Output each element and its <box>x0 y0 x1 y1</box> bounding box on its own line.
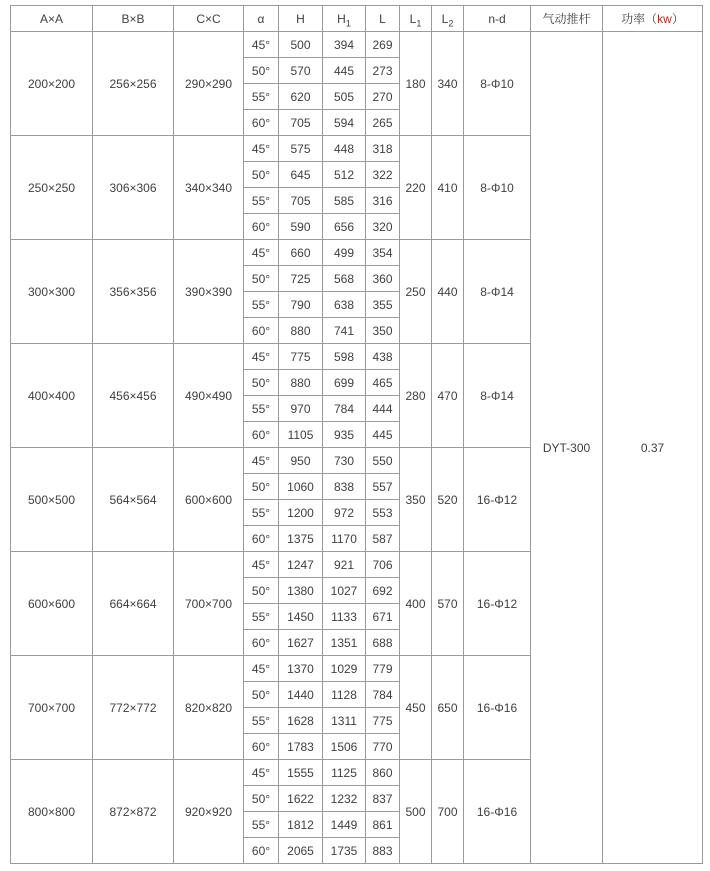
cell-cxc: 390×390 <box>174 240 244 344</box>
cell-bxb: 772×772 <box>93 656 174 760</box>
col-header-l2 <box>432 6 464 32</box>
cell-l2: 520 <box>432 448 464 552</box>
cell-alpha: 45° <box>244 656 279 682</box>
col-header-alpha: α <box>244 6 279 32</box>
cell-h: 1200 <box>279 500 323 526</box>
cell-l: 438 <box>366 344 400 370</box>
cell-l: 883 <box>366 838 400 864</box>
power-label-prefix: 功率（ <box>621 12 658 26</box>
cell-alpha: 45° <box>244 136 279 162</box>
cell-h1: 1449 <box>323 812 366 838</box>
cell-cxc: 490×490 <box>174 344 244 448</box>
cell-nd: 8-Φ14 <box>464 240 531 344</box>
cell-axa: 500×500 <box>11 448 93 552</box>
cell-h1: 656 <box>323 214 366 240</box>
cell-l1: 180 <box>400 32 432 136</box>
cell-h1: 935 <box>323 422 366 448</box>
cell-h: 2065 <box>279 838 323 864</box>
cell-h: 570 <box>279 58 323 84</box>
cell-l: 445 <box>366 422 400 448</box>
cell-l: 322 <box>366 162 400 188</box>
cell-alpha: 50° <box>244 682 279 708</box>
cell-l2: 340 <box>432 32 464 136</box>
col-header-power <box>603 6 703 32</box>
cell-bxb: 306×306 <box>93 136 174 240</box>
cell-alpha: 55° <box>244 500 279 526</box>
cell-h1: 445 <box>323 58 366 84</box>
cell-l1: 400 <box>400 552 432 656</box>
cell-h1: 568 <box>323 266 366 292</box>
dimension-spec-table <box>10 5 703 864</box>
cell-bxb: 564×564 <box>93 448 174 552</box>
col-header-nd: n-d <box>464 6 531 32</box>
cell-h1: 505 <box>323 84 366 110</box>
cell-h: 775 <box>279 344 323 370</box>
cell-h: 880 <box>279 370 323 396</box>
cell-h1: 394 <box>323 32 366 58</box>
col-header-l: L <box>366 6 400 32</box>
cell-l1: 500 <box>400 760 432 864</box>
cell-h: 1440 <box>279 682 323 708</box>
cell-alpha: 55° <box>244 396 279 422</box>
cell-actuator-model: DYT-300 <box>531 32 603 864</box>
cell-h: 1555 <box>279 760 323 786</box>
cell-l2: 410 <box>432 136 464 240</box>
cell-h: 645 <box>279 162 323 188</box>
cell-h1: 594 <box>323 110 366 136</box>
cell-l: 860 <box>366 760 400 786</box>
cell-h1: 585 <box>323 188 366 214</box>
cell-alpha: 55° <box>244 84 279 110</box>
col-header-l1 <box>400 6 432 32</box>
cell-h1: 1128 <box>323 682 366 708</box>
l1-subscript: 1 <box>416 17 422 28</box>
cell-l2: 570 <box>432 552 464 656</box>
cell-l: 273 <box>366 58 400 84</box>
cell-alpha: 45° <box>244 32 279 58</box>
cell-l: 318 <box>366 136 400 162</box>
cell-alpha: 50° <box>244 162 279 188</box>
cell-h: 705 <box>279 188 323 214</box>
cell-l: 688 <box>366 630 400 656</box>
cell-h: 950 <box>279 448 323 474</box>
cell-bxb: 456×456 <box>93 344 174 448</box>
cell-cxc: 820×820 <box>174 656 244 760</box>
cell-h: 1812 <box>279 812 323 838</box>
col-header-h: H <box>279 6 323 32</box>
cell-h: 705 <box>279 110 323 136</box>
col-header-cxc: C×C <box>174 6 244 32</box>
table-body <box>11 32 703 864</box>
cell-h: 970 <box>279 396 323 422</box>
cell-alpha: 50° <box>244 266 279 292</box>
cell-h1: 499 <box>323 240 366 266</box>
cell-alpha: 60° <box>244 318 279 344</box>
cell-nd: 16-Φ16 <box>464 656 531 760</box>
h1-base: H <box>337 11 346 26</box>
cell-axa: 700×700 <box>11 656 93 760</box>
cell-l1: 450 <box>400 656 432 760</box>
cell-h1: 1027 <box>323 578 366 604</box>
cell-h: 1060 <box>279 474 323 500</box>
cell-l: 779 <box>366 656 400 682</box>
cell-alpha: 45° <box>244 552 279 578</box>
cell-l1: 350 <box>400 448 432 552</box>
cell-axa: 800×800 <box>11 760 93 864</box>
cell-alpha: 45° <box>244 448 279 474</box>
cell-alpha: 50° <box>244 58 279 84</box>
cell-h1: 1125 <box>323 760 366 786</box>
cell-h1: 1735 <box>323 838 366 864</box>
cell-l: 784 <box>366 682 400 708</box>
cell-cxc: 700×700 <box>174 552 244 656</box>
cell-alpha: 60° <box>244 630 279 656</box>
col-header-h1 <box>323 6 366 32</box>
cell-h: 1450 <box>279 604 323 630</box>
cell-l: 355 <box>366 292 400 318</box>
cell-alpha: 50° <box>244 786 279 812</box>
cell-l: 557 <box>366 474 400 500</box>
cell-axa: 200×200 <box>11 32 93 136</box>
cell-l: 837 <box>366 786 400 812</box>
cell-h1: 741 <box>323 318 366 344</box>
col-header-actuator: 气动推杆 <box>531 6 603 32</box>
cell-nd: 16-Φ16 <box>464 760 531 864</box>
cell-h: 725 <box>279 266 323 292</box>
cell-h: 660 <box>279 240 323 266</box>
cell-h: 575 <box>279 136 323 162</box>
cell-l: 316 <box>366 188 400 214</box>
cell-l1: 280 <box>400 344 432 448</box>
cell-h1: 921 <box>323 552 366 578</box>
cell-l: 320 <box>366 214 400 240</box>
cell-alpha: 55° <box>244 604 279 630</box>
cell-bxb: 664×664 <box>93 552 174 656</box>
cell-h1: 699 <box>323 370 366 396</box>
cell-h1: 784 <box>323 396 366 422</box>
l2-base: L <box>441 11 449 26</box>
cell-alpha: 60° <box>244 526 279 552</box>
cell-l2: 700 <box>432 760 464 864</box>
cell-h1: 1506 <box>323 734 366 760</box>
cell-h: 1247 <box>279 552 323 578</box>
cell-cxc: 290×290 <box>174 32 244 136</box>
cell-l: 354 <box>366 240 400 266</box>
cell-alpha: 55° <box>244 708 279 734</box>
l1-base: L <box>409 11 417 26</box>
cell-alpha: 60° <box>244 110 279 136</box>
cell-h1: 1232 <box>323 786 366 812</box>
cell-nd: 8-Φ10 <box>464 32 531 136</box>
cell-l: 775 <box>366 708 400 734</box>
cell-l: 444 <box>366 396 400 422</box>
l2-subscript: 2 <box>448 17 454 28</box>
cell-h1: 838 <box>323 474 366 500</box>
cell-h1: 1351 <box>323 630 366 656</box>
cell-l: 265 <box>366 110 400 136</box>
cell-alpha: 50° <box>244 370 279 396</box>
spec-row <box>11 32 703 58</box>
cell-h1: 1133 <box>323 604 366 630</box>
cell-h: 500 <box>279 32 323 58</box>
cell-alpha: 50° <box>244 474 279 500</box>
cell-l1: 220 <box>400 136 432 240</box>
cell-h1: 1029 <box>323 656 366 682</box>
cell-cxc: 920×920 <box>174 760 244 864</box>
cell-h1: 1311 <box>323 708 366 734</box>
cell-h1: 972 <box>323 500 366 526</box>
cell-power-kw: 0.37 <box>603 32 703 864</box>
cell-axa: 250×250 <box>11 136 93 240</box>
cell-l: 671 <box>366 604 400 630</box>
cell-h: 1370 <box>279 656 323 682</box>
cell-alpha: 55° <box>244 812 279 838</box>
col-header-axa: A×A <box>11 6 93 32</box>
cell-l: 550 <box>366 448 400 474</box>
cell-h: 1628 <box>279 708 323 734</box>
cell-h: 1622 <box>279 786 323 812</box>
cell-alpha: 60° <box>244 734 279 760</box>
cell-l2: 440 <box>432 240 464 344</box>
cell-l: 706 <box>366 552 400 578</box>
cell-l2: 650 <box>432 656 464 760</box>
cell-l: 692 <box>366 578 400 604</box>
cell-l: 587 <box>366 526 400 552</box>
cell-h: 880 <box>279 318 323 344</box>
cell-h: 1627 <box>279 630 323 656</box>
cell-h: 790 <box>279 292 323 318</box>
cell-l2: 470 <box>432 344 464 448</box>
cell-alpha: 50° <box>244 578 279 604</box>
cell-alpha: 60° <box>244 214 279 240</box>
cell-nd: 16-Φ12 <box>464 552 531 656</box>
cell-alpha: 60° <box>244 838 279 864</box>
cell-axa: 400×400 <box>11 344 93 448</box>
cell-l: 770 <box>366 734 400 760</box>
cell-h: 1783 <box>279 734 323 760</box>
power-unit-label: kw <box>657 12 672 26</box>
cell-bxb: 356×356 <box>93 240 174 344</box>
cell-h1: 448 <box>323 136 366 162</box>
cell-bxb: 872×872 <box>93 760 174 864</box>
cell-axa: 600×600 <box>11 552 93 656</box>
header-row <box>11 6 703 32</box>
cell-nd: 8-Φ10 <box>464 136 531 240</box>
cell-h1: 638 <box>323 292 366 318</box>
cell-l: 553 <box>366 500 400 526</box>
cell-h: 590 <box>279 214 323 240</box>
cell-alpha: 45° <box>244 760 279 786</box>
cell-cxc: 600×600 <box>174 448 244 552</box>
cell-h: 1380 <box>279 578 323 604</box>
cell-h: 1105 <box>279 422 323 448</box>
cell-alpha: 55° <box>244 188 279 214</box>
cell-l: 360 <box>366 266 400 292</box>
cell-alpha: 60° <box>244 422 279 448</box>
h1-subscript: 1 <box>345 17 351 28</box>
cell-nd: 16-Φ12 <box>464 448 531 552</box>
cell-axa: 300×300 <box>11 240 93 344</box>
col-header-bxb: B×B <box>93 6 174 32</box>
cell-h1: 730 <box>323 448 366 474</box>
cell-h: 1375 <box>279 526 323 552</box>
cell-l: 350 <box>366 318 400 344</box>
cell-cxc: 340×340 <box>174 136 244 240</box>
cell-alpha: 45° <box>244 344 279 370</box>
cell-h1: 598 <box>323 344 366 370</box>
cell-h: 620 <box>279 84 323 110</box>
cell-alpha: 45° <box>244 240 279 266</box>
cell-l: 270 <box>366 84 400 110</box>
cell-h1: 1170 <box>323 526 366 552</box>
cell-l1: 250 <box>400 240 432 344</box>
cell-alpha: 55° <box>244 292 279 318</box>
cell-nd: 8-Φ14 <box>464 344 531 448</box>
cell-l: 269 <box>366 32 400 58</box>
power-label-suffix: ） <box>671 12 684 26</box>
cell-l: 861 <box>366 812 400 838</box>
cell-l: 465 <box>366 370 400 396</box>
cell-bxb: 256×256 <box>93 32 174 136</box>
cell-h1: 512 <box>323 162 366 188</box>
